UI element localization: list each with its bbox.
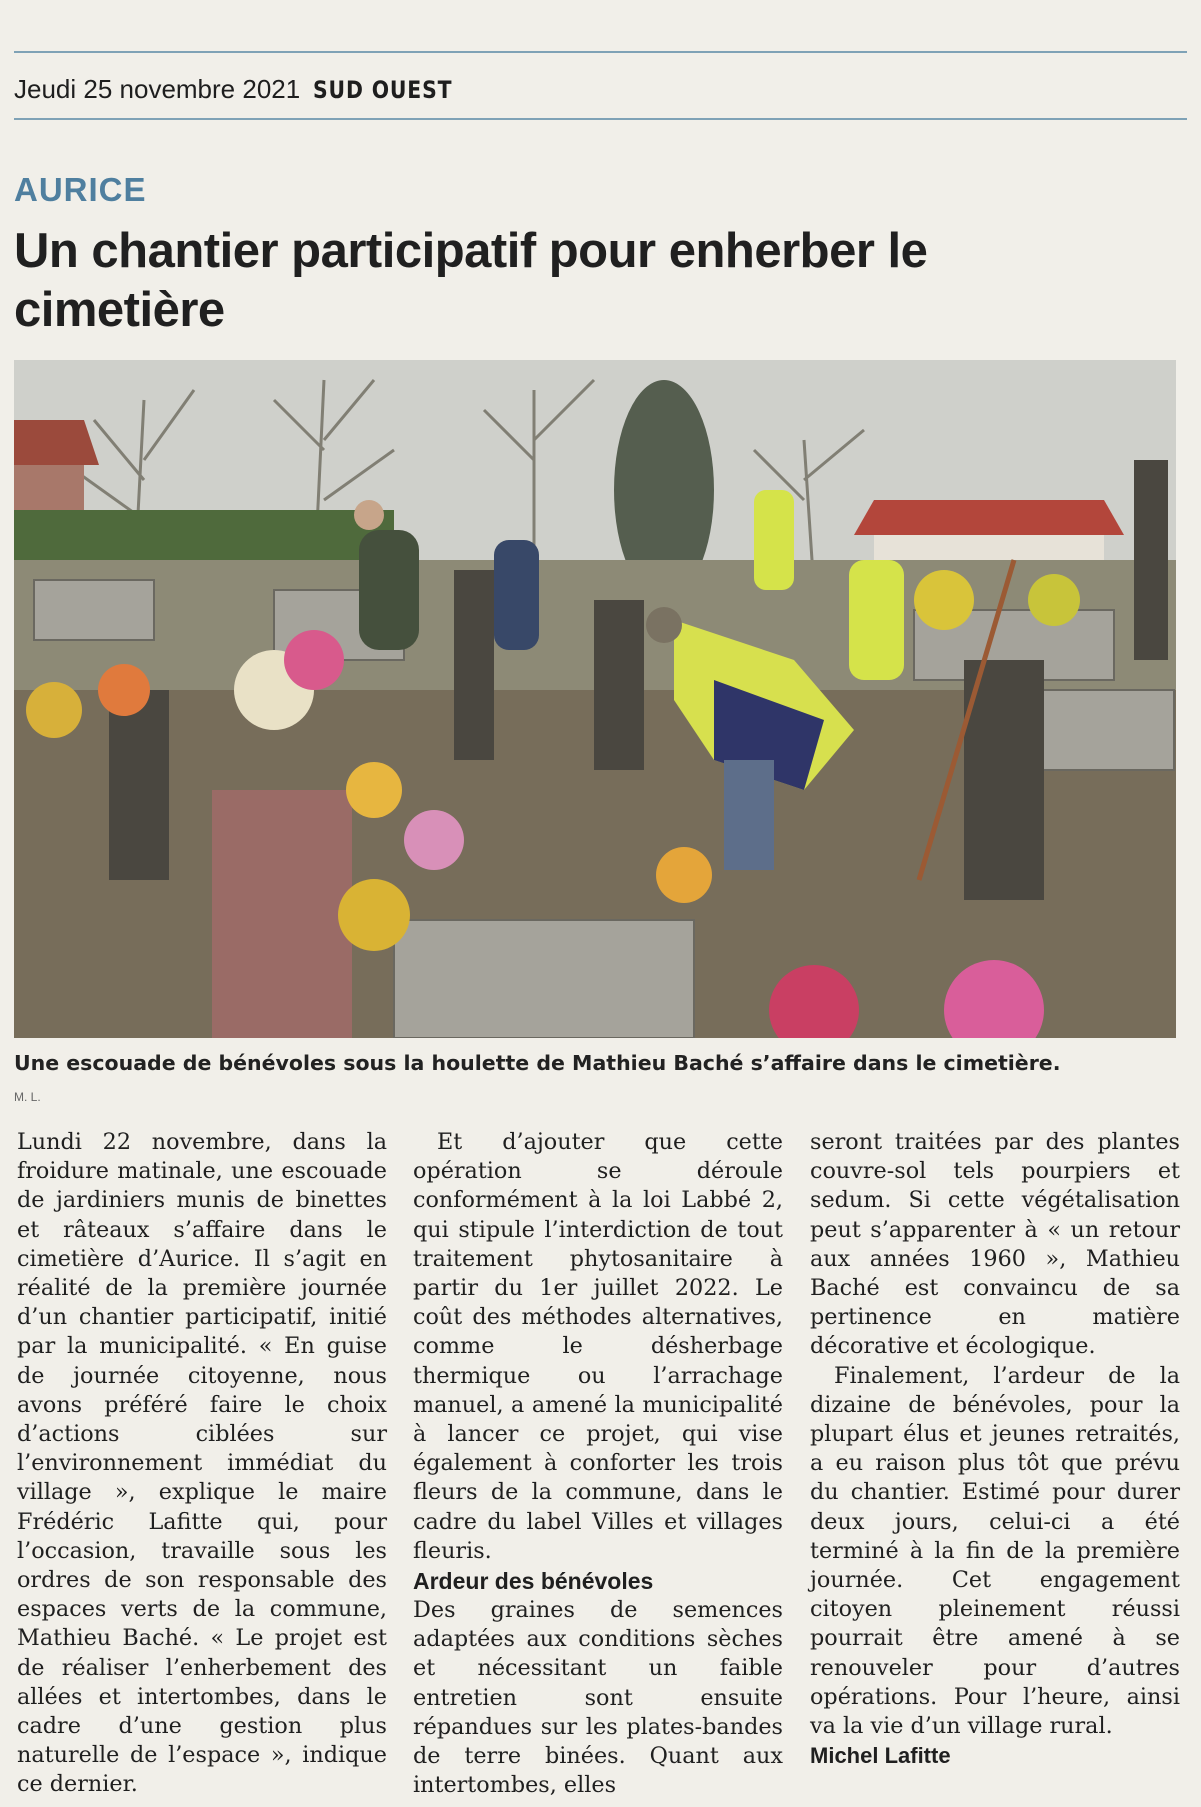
article-headline: Un chantier participatif pour enherber le cimetière <box>14 224 928 337</box>
dateline <box>14 74 477 105</box>
newspaper-name: SUD OUEST <box>313 76 453 104</box>
article-byline: Michel Lafitte <box>810 1743 951 1769</box>
article-column-3 <box>810 1128 1180 1770</box>
article-column-1 <box>17 1128 387 1800</box>
paragraph-conclusion: Finalement, l’ardeur de la dizaine de bénévoles, pour la plupart élus et jeunes retraités, a eu raison plus tôt que prévu du chantier. Estimé pour durer deux jours, celui-ci a été terminé à la fin de la première journée. Cet engagement citoyen pleinement réussi pourrait être amené à se renouveler pour d’autres opérations. Pour l’heure, ainsi va la vie d’un village rural. <box>810 1362 1180 1740</box>
article-subheading: Ardeur des bénévoles <box>413 1568 654 1595</box>
paragraph-seeds: Des graines de semences adaptées aux conditions sèches et nécessitant un faible entretien sont ensuite répandues sur les plates-bandes de terre binées. Quant aux intertombes, elles <box>413 1597 783 1799</box>
header-bottom-rule <box>14 118 1187 120</box>
issue-date: Jeudi 25 novembre 2021 <box>14 74 301 104</box>
article-photo <box>14 360 1176 1038</box>
article-kicker: AURICE <box>14 171 147 208</box>
header-top-rule <box>14 51 1187 53</box>
article-column-2 <box>413 1128 783 1800</box>
paragraph-intro: Lundi 22 novembre, dans la froidure matinale, une escouade de jardiniers munis de binettes et râteaux s’affaire dans le cimetière d’Aurice. Il s’agit en réalité de la première journée d’un chantier participatif, initié par la municipalité. « En guise de journée citoyenne, nous avons préféré faire le choix d’actions ciblées sur l’environnement immédiat du village », explique le maire Frédéric Lafitte qui, pour l’occasion, travaille sous les ordres de son responsable des espaces verts de la commune, Mathieu Baché. « Le projet est de réaliser l’enherbement des allées et intertombes, dans le cadre d’une gestion plus naturelle de l’espace », indique ce dernier. <box>17 1129 387 1798</box>
paragraph-plants: seront traitées par des plantes couvre-sol tels pourpiers et sedum. Si cette végétalisation peut s’apparenter à « un retour aux années 1960 », Mathieu Baché est convaincu de sa pertinence en matière décorative et écologique. <box>810 1129 1180 1360</box>
photo-credit: M. L. <box>14 1090 41 1104</box>
paragraph-law: Et d’ajouter que cette opération se déroule conformément à la loi Labbé 2, qui stipule l’interdiction de tout traitement phytosanitaire à partir du 1er juillet 2022. Le coût des méthodes alternatives, comme le désherbage thermique ou l’arrachage manuel, a amené la municipalité à lancer ce projet, qui vise également à conforter les trois fleurs de la commune, dans le cadre du label Villes et villages fleuris. <box>413 1129 783 1564</box>
photo-caption: Une escouade de bénévoles sous la houlette de Mathieu Baché s’affaire dans le cimetière. <box>14 1051 1061 1075</box>
